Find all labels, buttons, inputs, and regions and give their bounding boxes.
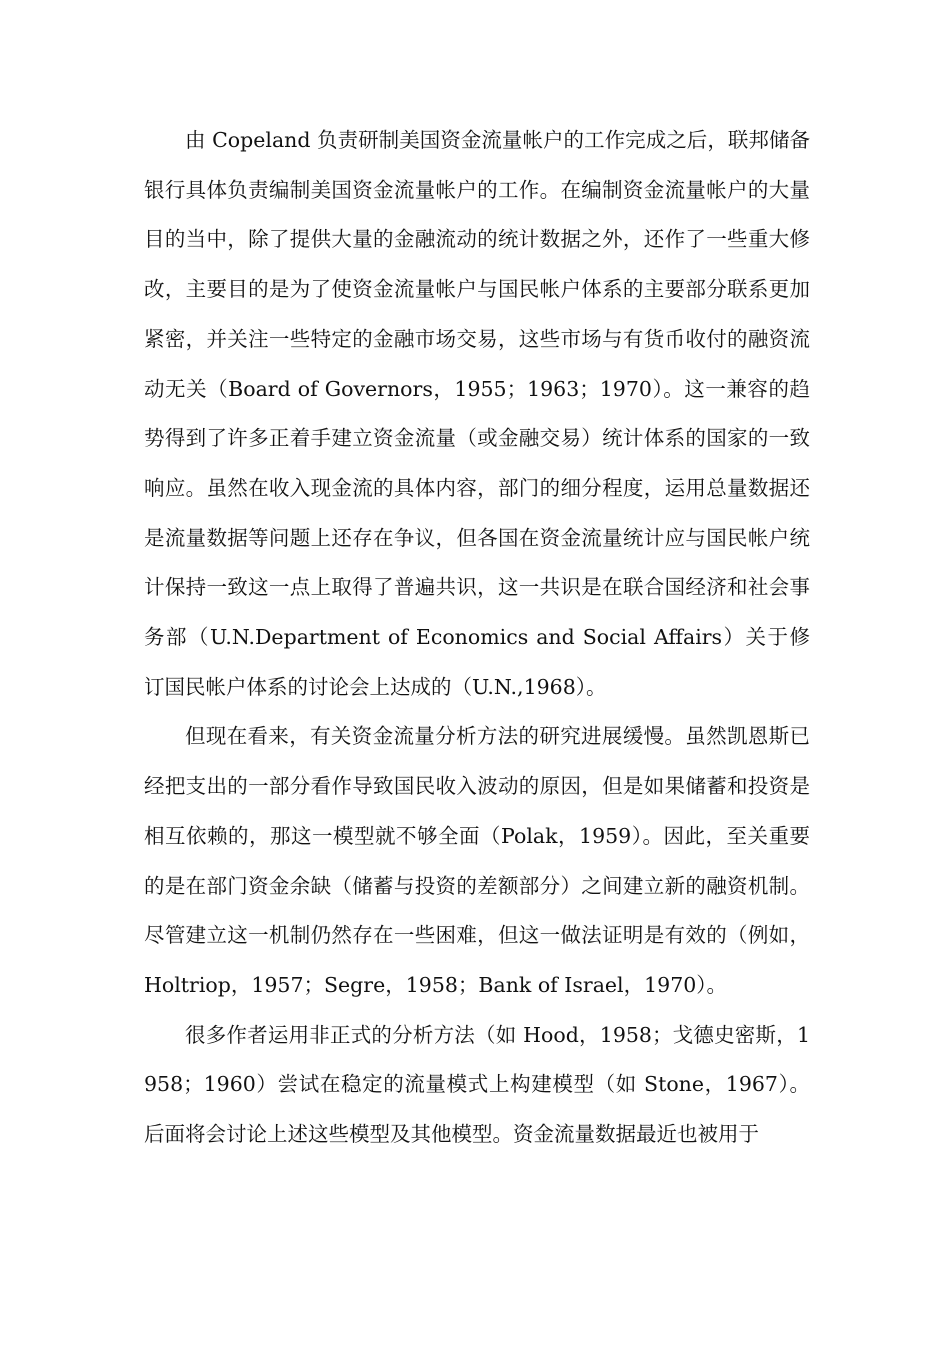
paragraph-2: 但现在看来，有关资金流量分析方法的研究进展缓慢。虽然凯恩斯已经把支出的一部分看作导致国民收入波动的原因，但是如果储蓄和投资是相互依赖的，那这一模型就不够全面（Polak，1959）。因此，至关重要的是在部门资金余缺（储蓄与投资的差额部分）之间建立新的融资机制。尽管建立这一机制仍然存在一些困难，但这一做法证明是有效的（例如，Holtriop，1957；Segre，1958；Bank of Israel，1970）。	[144, 724, 810, 997]
paragraph-3: 很多作者运用非正式的分析方法（如 Hood，1958；戈德史密斯，1958；1960）尝试在稳定的流量模式上构建模型（如 Stone，1967）。后面将会讨论上述这些模型及其他模型。资金流量数据最近也被用于	[144, 1022, 810, 1147]
paragraph-1: 由 Copeland 负责研制美国资金流量帐户的工作完成之后，联邦储备银行具体负责编制美国资金流量帐户的工作。在编制资金流量帐户的大量目的当中，除了提供大量的金融流动的统计数据之外，还作了一些重大修改，主要目的是为了使资金流量帐户与国民帐户体系的主要部分联系更加紧密，并关注一些特定的金融市场交易，这些市场与有货币收付的融资流动无关（Board of Governors，1955；1963；1970）。这一兼容的趋势得到了许多正着手建立资金流量（或金融交易）统计体系的国家的一致响应。虽然在收入现金流的具体内容，部门的细分程度，运用总量数据还是流量数据等问题上还存在争议，但各国在资金流量统计应与国民帐户统计保持一致这一点上取得了普遍共识，这一共识是在联合国经济和社会事务部（U.N.Department of Economics and Social Affairs）关于修订国民帐户体系的讨论会上达成的（U.N.,1968）。	[144, 128, 810, 699]
body-text	[144, 116, 810, 1160]
